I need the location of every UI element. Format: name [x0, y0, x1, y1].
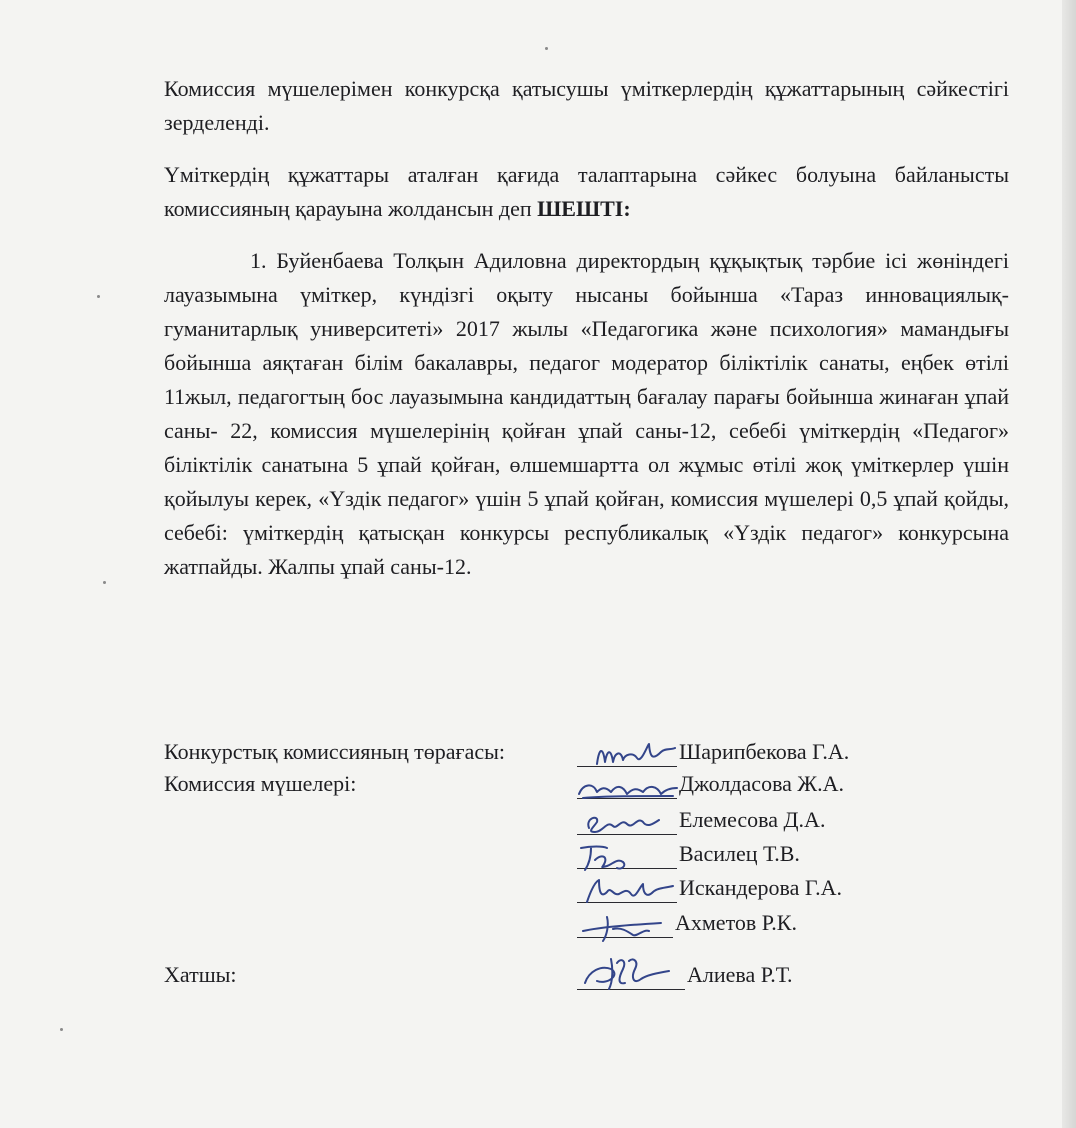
scan-speck — [60, 1028, 63, 1031]
decision-keyword: ШЕШТІ: — [537, 196, 631, 221]
chair-name: Шарипбекова Г.А. — [679, 739, 850, 764]
member-4-signature-row — [577, 873, 842, 903]
member-1-signature — [577, 776, 677, 799]
paragraph-2-text: Үміткердің құжаттары аталған қағида талаптарына сәйкес болуына байланысты комиссияның қарауына жолдансын деп — [164, 162, 1009, 221]
member-4-name: Искандерова Г.А. — [679, 875, 842, 900]
scan-speck — [103, 581, 106, 584]
member-3-signature-row — [577, 839, 800, 869]
chair-signature-row — [577, 737, 849, 767]
chair-signature — [577, 744, 677, 767]
paragraph-3-text: 1. Буйенбаева Толқын Адиловна директордың құқықтық тәрбие ісі жөніндегі лауазымына үміткер, күндізгі оқыту нысаны бойынша «Тараз инновациялық-гуманитарлық университеті» 2017 жылы «Педагогика және психология» мамандығы бойынша аяқтаған білім бакалавры, педагог модератор біліктілік санаты, еңбек өтілі 11жыл, педагогтың бос лауазымына кандидаттың бағалау парағы бойынша жинаған ұпай саны- 22, комиссия мүшелерінің қойған ұпай саны-12, себебі үміткердің «Педагог» біліктілік санатына 5 ұпай қойған, өлшемшартта ол жұмыс өтілі жоқ үміткерлер үшін қойылуы керек, «Үздік педагог» үшін 5 ұпай қойған, комиссия мүшелері 0,5 ұпай қойды, себебі: үміткердің қатысқан конкурсы республикалық «Үздік педагог» конкурсына жатпайды. Жалпы ұпай саны-12. — [164, 248, 1009, 579]
member-1-name: Джолдасова Ж.А. — [679, 771, 845, 796]
member-2-name: Елемесова Д.А. — [679, 807, 826, 832]
page-edge — [1062, 0, 1076, 1128]
member-2-signature-row — [577, 805, 825, 835]
paragraph-decision — [164, 158, 1009, 226]
member-5-signature-row — [577, 908, 797, 938]
chair-label: Конкурстық комиссияның төрағасы: — [164, 739, 505, 764]
secretary-label: Хатшы: — [164, 962, 237, 987]
member-2-signature — [577, 812, 677, 835]
member-5-signature — [577, 915, 673, 938]
paragraph-1-text: Комиссия мүшелерімен конкурсқа қатысушы үміткерлердің құжаттарының сәйкестігі зерделенді. — [164, 76, 1009, 135]
member-4-signature — [577, 880, 677, 903]
secretary-signature-row — [577, 960, 793, 990]
member-1-signature-row — [577, 769, 844, 799]
member-3-name: Василец Т.В. — [679, 841, 800, 866]
paragraph-candidate-details — [164, 244, 1009, 584]
scan-speck — [545, 47, 548, 50]
member-3-signature — [577, 846, 677, 869]
scan-speck — [97, 295, 100, 298]
member-5-name: Ахметов Р.К. — [675, 910, 797, 935]
members-label: Комиссия мүшелері: — [164, 771, 357, 796]
secretary-signature — [577, 967, 685, 990]
paragraph-documents-review — [164, 72, 1009, 140]
secretary-name: Алиева Р.Т. — [687, 962, 793, 987]
